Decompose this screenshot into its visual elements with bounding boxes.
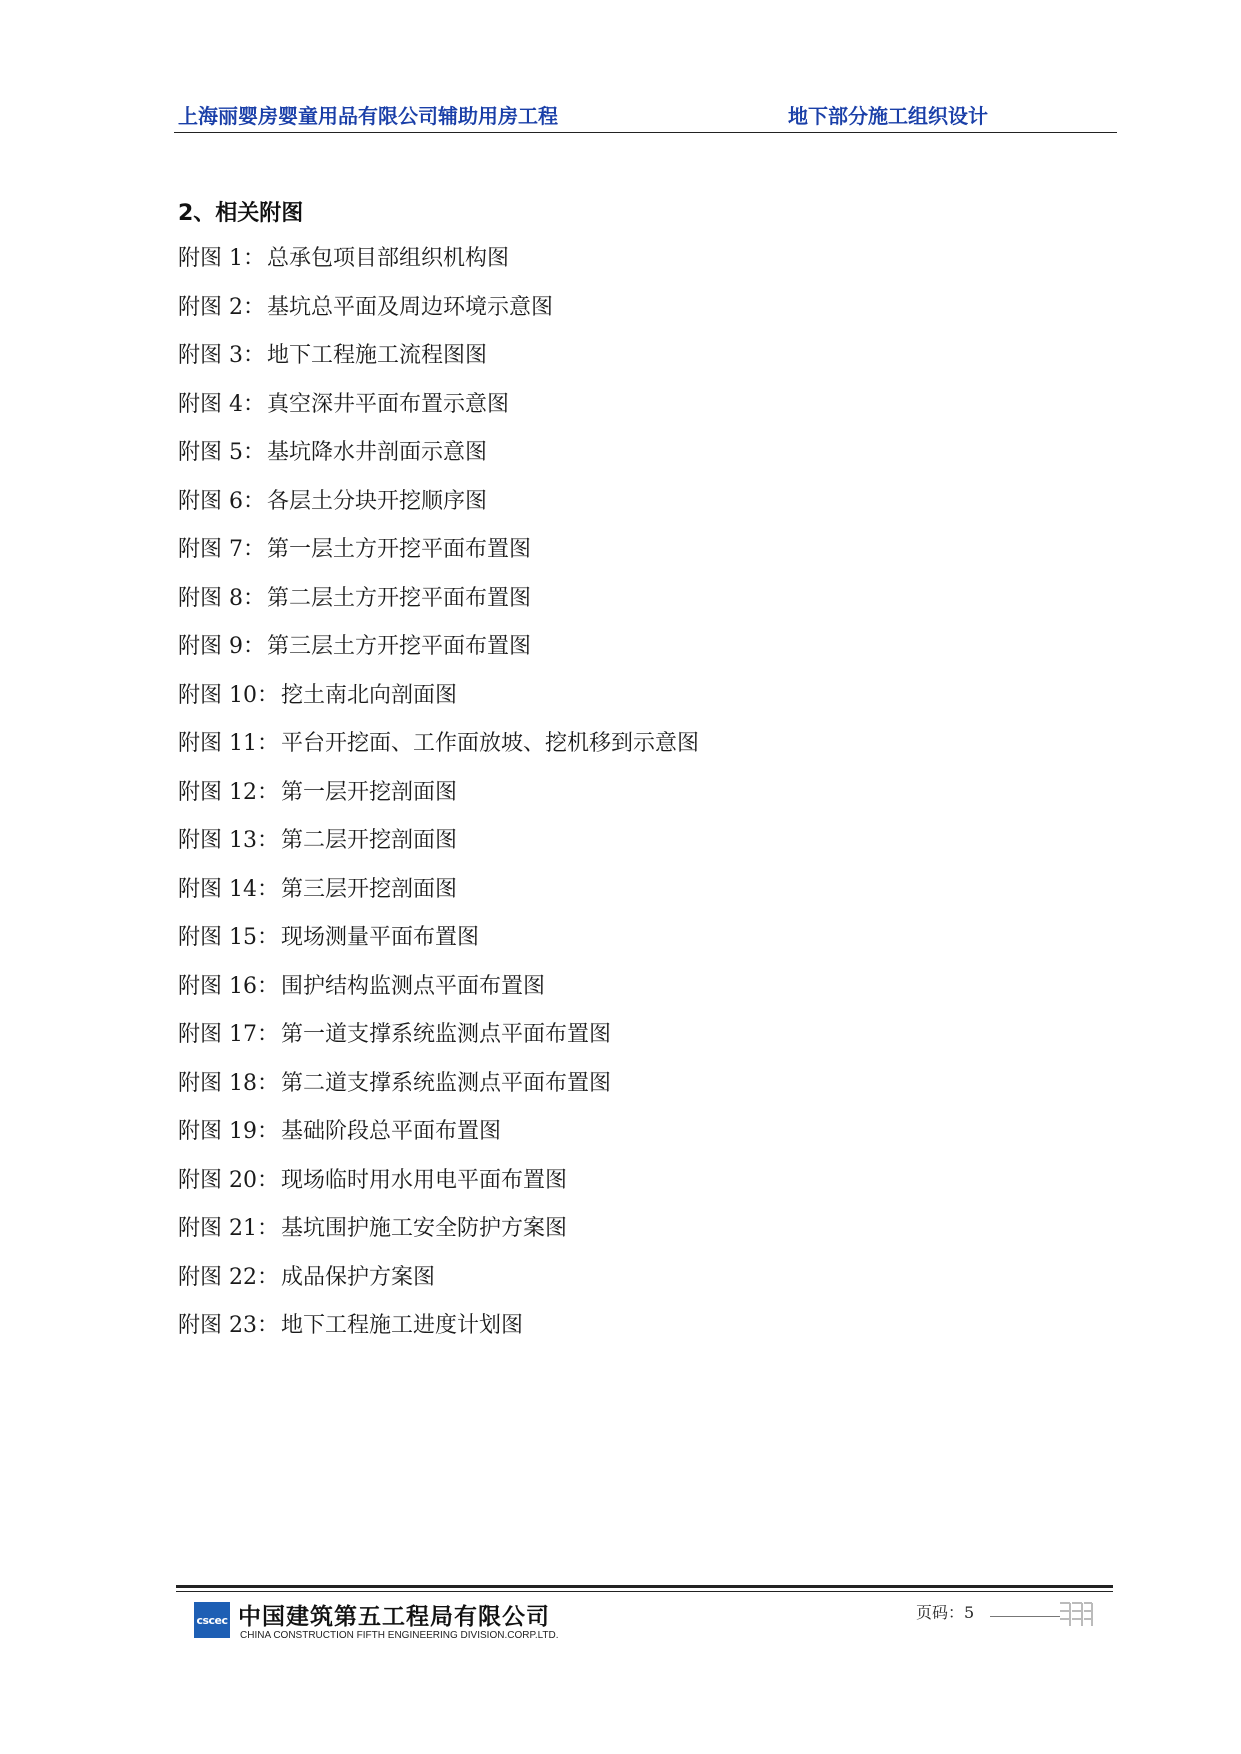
footer-divider-thin <box>176 1591 1113 1592</box>
figure-number: 附图 14： <box>178 876 279 902</box>
figure-number: 附图 4： <box>178 391 265 417</box>
figure-item <box>178 923 699 972</box>
figure-number: 附图 6： <box>178 488 265 514</box>
figure-title: 第三层开挖剖面图 <box>281 876 458 902</box>
figure-title: 成品保护方案图 <box>281 1264 436 1290</box>
figure-item <box>178 972 699 1021</box>
figure-title: 基础阶段总平面布置图 <box>281 1119 502 1144</box>
section-heading: 2、相关附图 <box>178 201 304 226</box>
figure-number: 附图 21： <box>178 1216 279 1241</box>
figure-title: 第二层开挖剖面图 <box>281 828 458 853</box>
stripe-mark-icon <box>1058 1598 1094 1628</box>
figure-title: 地下工程施工进度计划图 <box>281 1313 524 1338</box>
figure-number: 附图 18： <box>178 1070 279 1096</box>
company-logo <box>194 1602 230 1638</box>
figure-title: 基坑总平面及周边环境示意图 <box>267 294 554 320</box>
figure-number: 附图 11： <box>178 731 279 756</box>
figure-number: 附图 17： <box>178 1022 279 1047</box>
figure-item <box>178 826 699 875</box>
figure-item <box>178 1166 699 1215</box>
figure-title: 地下工程施工流程图图 <box>267 343 488 368</box>
figure-title: 总承包项目部组织机构图 <box>267 246 510 271</box>
document-title: 地下部分施工组织设计 <box>788 104 988 128</box>
figure-number: 附图 5： <box>178 440 265 465</box>
figure-title: 挖土南北向剖面图 <box>281 682 458 708</box>
figure-item <box>178 778 699 827</box>
figure-item <box>178 487 699 536</box>
figure-title: 平台开挖面、工作面放坡、挖机移到示意图 <box>281 731 700 756</box>
company-name-en: CHINA CONSTRUCTION FIFTH ENGINEERING DIVISION.CORP.LTD. <box>240 1630 559 1641</box>
figure-item <box>178 535 699 584</box>
figure-title: 各层土分块开挖顺序图 <box>267 488 488 514</box>
figure-number: 附图 7： <box>178 537 265 562</box>
figure-item <box>178 681 699 730</box>
page-number: 页码：5 <box>916 1603 975 1622</box>
figure-item <box>178 390 699 439</box>
figure-item <box>178 1263 699 1312</box>
figure-number: 附图 3： <box>178 343 265 368</box>
figure-item <box>178 1311 699 1360</box>
figure-title: 现场临时用水用电平面布置图 <box>281 1167 568 1193</box>
project-title: 上海丽婴房婴童用品有限公司辅助用房工程 <box>178 104 558 128</box>
figure-title: 第三层土方开挖平面布置图 <box>267 634 532 659</box>
figure-title: 第二道支撑系统监测点平面布置图 <box>281 1070 612 1096</box>
figure-number: 附图 9： <box>178 634 265 659</box>
figure-item <box>178 1117 699 1166</box>
figure-item <box>178 293 699 342</box>
figure-number: 附图 8： <box>178 585 265 611</box>
page-number-underline <box>990 1616 1060 1617</box>
figure-list <box>178 244 699 1360</box>
figure-title: 真空深井平面布置示意图 <box>267 391 510 417</box>
figure-title: 基坑围护施工安全防护方案图 <box>281 1216 568 1241</box>
figure-number: 附图 20： <box>178 1167 279 1193</box>
page-header <box>174 98 1117 133</box>
figure-title: 第一层开挖剖面图 <box>281 779 458 805</box>
company-name-cn: 中国建筑第五工程局有限公司 <box>238 1604 550 1630</box>
figure-item <box>178 438 699 487</box>
footer-divider <box>176 1585 1113 1588</box>
figure-item <box>178 584 699 633</box>
figure-item <box>178 875 699 924</box>
figure-title: 基坑降水井剖面示意图 <box>267 440 488 465</box>
figure-number: 附图 1： <box>178 246 265 271</box>
figure-item <box>178 244 699 293</box>
figure-number: 附图 23： <box>178 1313 279 1338</box>
figure-number: 附图 2： <box>178 294 265 320</box>
figure-title: 围护结构监测点平面布置图 <box>281 973 546 999</box>
figure-title: 第二层土方开挖平面布置图 <box>267 585 532 611</box>
figure-title: 第一道支撑系统监测点平面布置图 <box>281 1022 612 1047</box>
figure-number: 附图 22： <box>178 1264 279 1290</box>
figure-title: 第一层土方开挖平面布置图 <box>267 537 532 562</box>
figure-item <box>178 1069 699 1118</box>
figure-title: 现场测量平面布置图 <box>281 925 480 950</box>
figure-number: 附图 10： <box>178 682 279 708</box>
figure-item <box>178 1020 699 1069</box>
figure-item <box>178 341 699 390</box>
figure-number: 附图 12： <box>178 779 279 805</box>
figure-number: 附图 15： <box>178 925 279 950</box>
figure-item <box>178 632 699 681</box>
figure-number: 附图 16： <box>178 973 279 999</box>
figure-item <box>178 729 699 778</box>
company-logo-text: cscec <box>196 1613 228 1627</box>
figure-number: 附图 13： <box>178 828 279 853</box>
figure-number: 附图 19： <box>178 1119 279 1144</box>
figure-item <box>178 1214 699 1263</box>
